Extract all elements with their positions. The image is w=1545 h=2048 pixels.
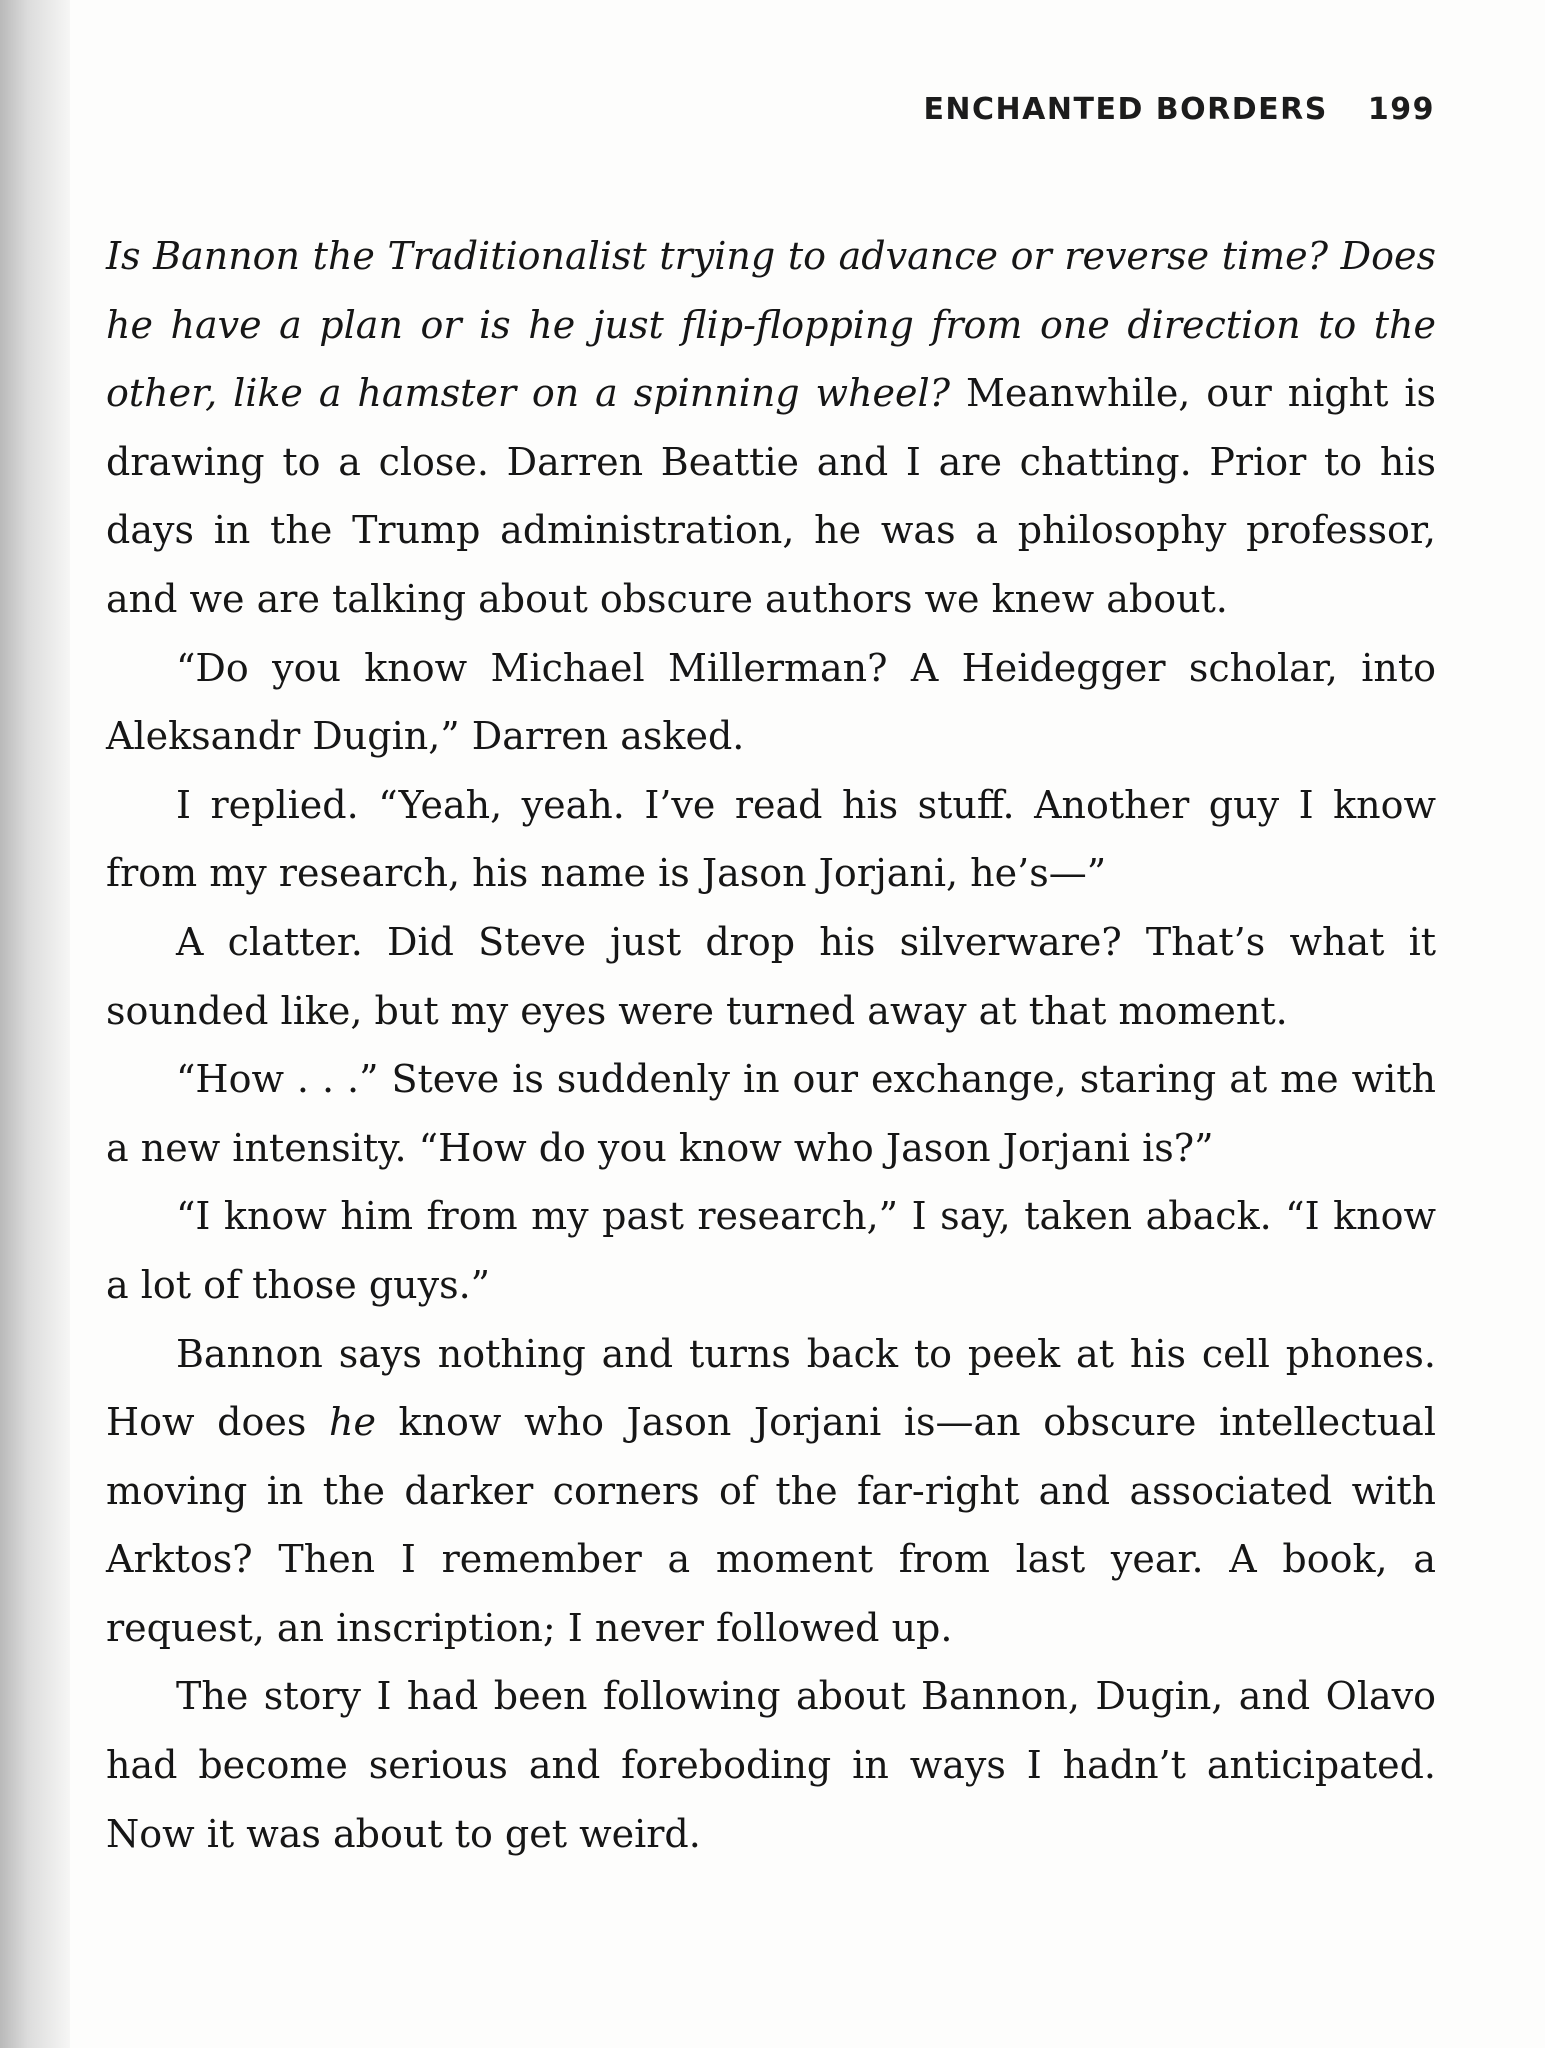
paragraph-5: “How . . .” Steve is suddenly in our exchange, staring at me with a new intensity. “How do you know who Jason Jorjani is?” [106,1057,1436,1170]
paragraph-6: “I know him from my past research,” I say, taken aback. “I know a lot of those guys.” [106,1194,1436,1307]
paragraph-7-italic: he [328,1400,376,1445]
body-text [106,222,1436,1868]
paragraph-1-italic: Is Bannon the Traditionalist trying to advance or reverse time? Does he have a plan or is he just flip-flopping from one direction to the other, like a hamster on a spinning wheel? [106,234,1436,416]
paragraph-7 [106,1320,1436,1663]
paragraph-2: “Do you know Michael Millerman? A Heidegger scholar, into Aleksandr Dugin,” Darren asked. [106,645,1436,759]
paragraph-1 [106,222,1436,634]
running-head [923,92,1435,127]
paragraph-3: I replied. “Yeah, yeah. I’ve read his stuff. Another guy I know from my research, his name is Jason Jorjani, he’s—” [106,782,1436,896]
binding-shadow [0,0,70,2048]
page-number: 199 [1367,92,1435,127]
chapter-title: ENCHANTED BORDERS [923,92,1328,127]
paragraph-4: A clatter. Did Steve just drop his silverware? That’s what it sounded like, but my eyes were turned away at that moment. [106,919,1436,1033]
paragraph-8: The story I had been following about Bannon, Dugin, and Olavo had become serious and foreboding in ways I hadn’t anticipated. Now it was about to get weird. [106,1674,1436,1856]
paragraph-7-after: know who Jason Jorjani is—an obscure intellectual moving in the darker corners of the far-right and associated with Arktos? Then I remember a moment from last year. A book, a request, an inscription; I never followed up. [106,1400,1436,1650]
paragraph-1-rest: Meanwhile, our night is drawing to a close. Darren Beattie and I are chatting. Prior to his days in the Trump administration, he was a philosophy professor, and we are talking about obscure authors we knew about. [106,371,1436,621]
paragraph-7-before: Bannon says nothing and turns back to peek at his cell phones. How does [106,1331,1436,1445]
